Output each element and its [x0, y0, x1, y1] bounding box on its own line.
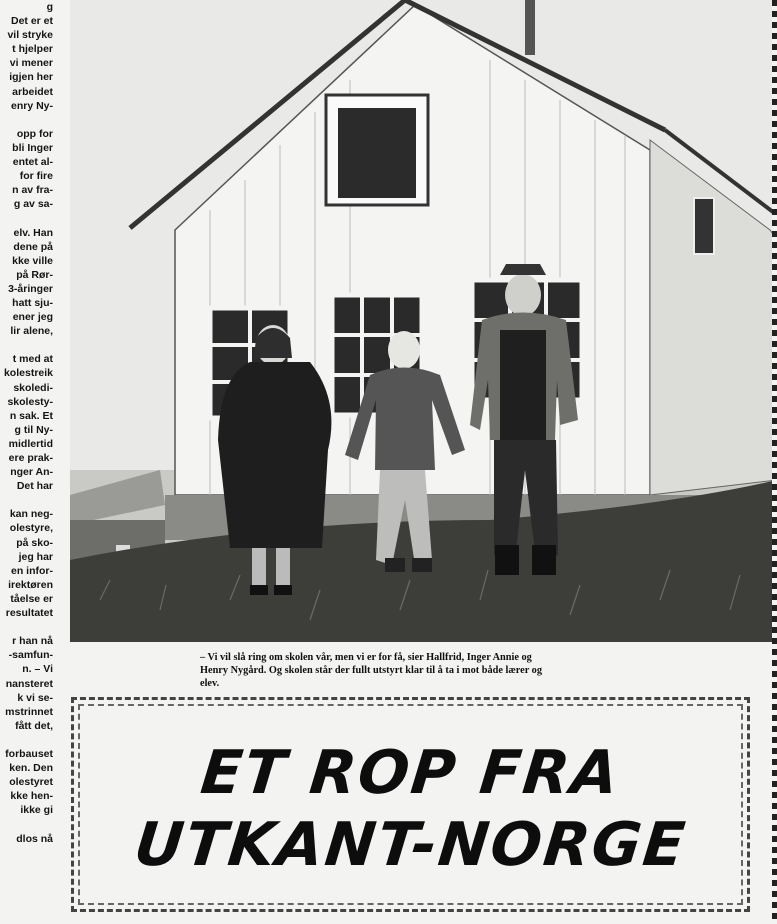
- column-text-line: opp for: [16, 127, 53, 140]
- school-house-photo: [70, 0, 777, 642]
- photo-caption: [200, 651, 760, 690]
- column-text-line: dlos nå: [16, 832, 53, 845]
- column-text-line: g av sa-: [13, 198, 53, 211]
- caption-line-1: – Vi vil slå ring om skolen vår, men vi er for få, sier Hallfrid, Inger Annie og: [200, 652, 532, 663]
- column-text-line: Det er et: [10, 15, 53, 28]
- column-text-line: ikke gi: [20, 804, 53, 817]
- column-text-line: n sak. Et: [9, 409, 53, 422]
- column-text-line: 3-åringer: [8, 282, 53, 295]
- column-text-line: [0, 817, 55, 831]
- column-text-line: på Rør-: [16, 268, 53, 281]
- column-text-line: ener jeg: [12, 311, 53, 324]
- column-text-line: for fire: [19, 170, 53, 183]
- column-text-line: kke hen-: [10, 790, 53, 803]
- column-text-line: elv. Han: [13, 226, 53, 239]
- column-text-line: ken. Den: [9, 762, 53, 775]
- column-text-line: [0, 338, 55, 352]
- headline-line-1: ET ROP FRA: [197, 738, 624, 808]
- column-text-line: t med at: [12, 353, 53, 366]
- column-text-line: t hjelper: [12, 43, 53, 56]
- column-text-line: [0, 620, 55, 634]
- column-text-line: vi mener: [9, 57, 53, 70]
- column-text-line: tåelse er: [10, 592, 53, 605]
- column-text-line: [0, 733, 55, 747]
- column-text-line: olestyret: [9, 776, 53, 789]
- column-text-line: [0, 211, 55, 225]
- headline-line-2: UTKANT-NORGE: [131, 810, 690, 880]
- column-text-line: fått det,: [15, 719, 53, 732]
- column-text-line: på sko-: [16, 536, 53, 549]
- left-text-column: [0, 0, 55, 924]
- column-text-line: r han nå: [12, 635, 53, 648]
- caption-line-3: elev.: [200, 678, 220, 689]
- column-text-line: irektøren: [8, 578, 53, 591]
- column-text-line: dene på: [13, 240, 53, 253]
- column-text-line: g: [46, 1, 53, 13]
- column-text-line: arbeidet: [12, 85, 53, 98]
- column-text-line: hatt sju-: [12, 296, 53, 309]
- column-text-line: midlertid: [8, 437, 53, 450]
- page-edge-border: [772, 0, 777, 924]
- column-text-line: nansteret: [5, 677, 53, 690]
- column-text-line: kolestreik: [3, 367, 53, 380]
- column-text-line: -samfun-: [8, 649, 53, 662]
- column-text-line: mstrinnet: [5, 705, 53, 718]
- column-text-line: forbauset: [5, 747, 53, 760]
- column-text-line: bli Inger: [12, 141, 53, 154]
- column-text-line: n. – Vi: [22, 663, 53, 676]
- column-text-line: n av fra-: [12, 184, 53, 197]
- column-text-line: enry Ny-: [10, 99, 53, 112]
- column-text-line: entet al-: [12, 156, 53, 169]
- column-text-line: skolesty-: [7, 395, 53, 408]
- column-text-line: en infor-: [11, 564, 53, 577]
- column-text-line: kan neg-: [9, 508, 53, 521]
- column-text-line: Det har: [16, 480, 53, 493]
- column-text-line: kke ville: [12, 254, 53, 267]
- column-text-line: g til Ny-: [14, 423, 53, 436]
- column-text-line: jeg har: [18, 550, 53, 563]
- column-text-line: vil stryke: [7, 29, 53, 42]
- column-text-line: olestyre,: [9, 522, 53, 535]
- column-text-line: nger An-: [10, 466, 53, 479]
- headline-box: [71, 697, 750, 912]
- column-text-line: [0, 113, 55, 127]
- column-text-line: igjen her: [9, 71, 53, 84]
- column-text-line: lir alene,: [10, 325, 53, 338]
- column-text-line: resultatet: [5, 607, 53, 620]
- column-text-line: [0, 493, 55, 507]
- column-text-line: ere prak-: [8, 452, 53, 464]
- column-text-line: k vi se-: [17, 691, 53, 704]
- caption-line-2: Henry Nygård. Og skolen står der fullt utstyrt klar til å ta i mot både lærer og: [200, 665, 542, 676]
- column-text-line: skoledi-: [13, 381, 53, 394]
